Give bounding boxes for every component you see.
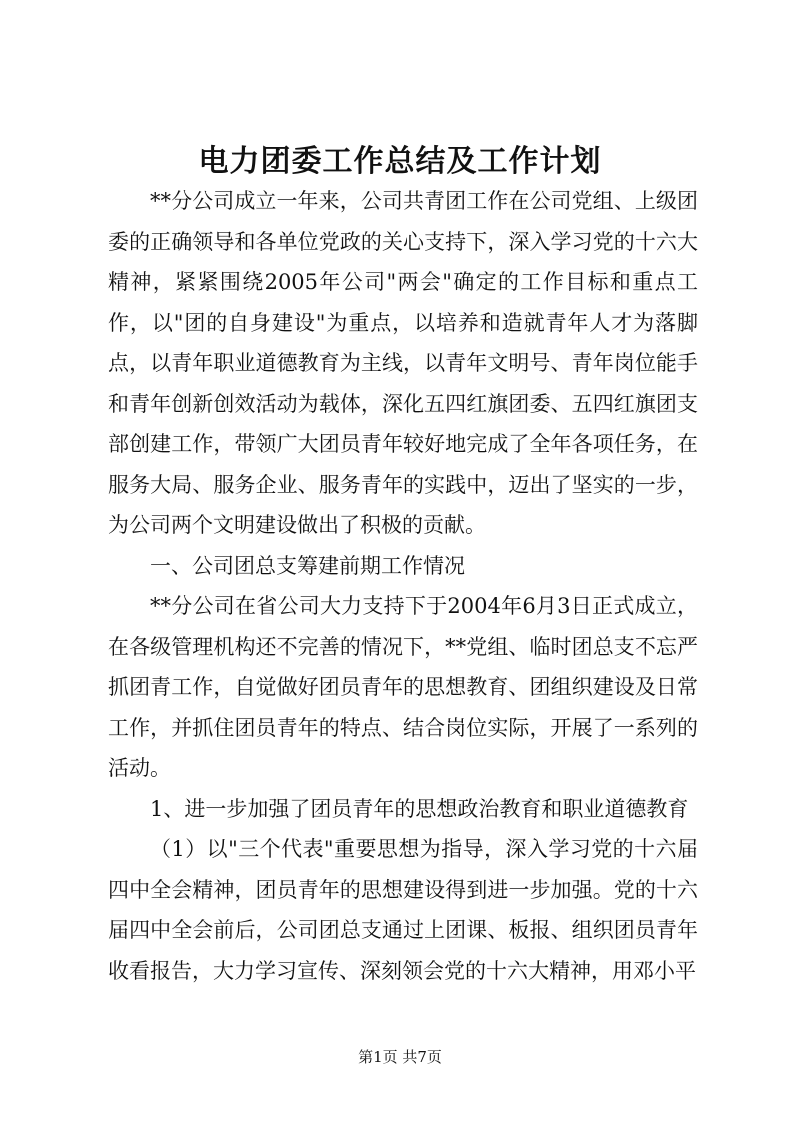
- page-footer: 第1页 共7页: [358, 1048, 442, 1066]
- document-body: [108, 181, 698, 991]
- section-heading-1: 一、公司团总支筹建前期工作情况: [150, 553, 465, 578]
- paragraph-item-1: （1）以"三个代表"重要思想为指导，深入学习党的十六届四中全会精神，团员青年的思想建设得到进一步加强。党的十六届四中全会前后，公司团总支通过上团课、板报、组织团员青年收看报告，大力学习宣传、深刻领会党的十六大精神，用邓小平: [108, 837, 698, 983]
- document-title: 电力团委工作总结及工作计划: [198, 144, 602, 179]
- subsection-heading-1: 1、进一步加强了团员青年的思想政治教育和职业道德教育: [150, 796, 689, 821]
- paragraph-intro: **分公司成立一年来，公司共青团工作在公司党组、上级团委的正确领导和各单位党政的关心支持下，深入学习党的十六大精神，紧紧围绕2005年公司"两会"确定的工作目标和重点工作，以"团的自身建设"为重点，以培养和造就青年人才为落脚点，以青年职业道德教育为主线，以青年文明号、青年岗位能手和青年创新创效活动为载体，深化五四红旗团委、五四红旗团支部创建工作，带领广大团员青年较好地完成了全年各项任务，在服务大局、服务企业、服务青年的实践中，迈出了坚实的一步，为公司两个文明建设做出了积极的贡献。: [108, 189, 698, 537]
- paragraph-section-1: **分公司在省公司大力支持下于2004年6月3日正式成立，在各级管理机构还不完善的情况下，**党组、临时团总支不忘严抓团青工作，自觉做好团员青年的思想教育、团组织建设及日常工作，并抓住团员青年的特点、结合岗位实际，开展了一系列的活动。: [108, 594, 698, 780]
